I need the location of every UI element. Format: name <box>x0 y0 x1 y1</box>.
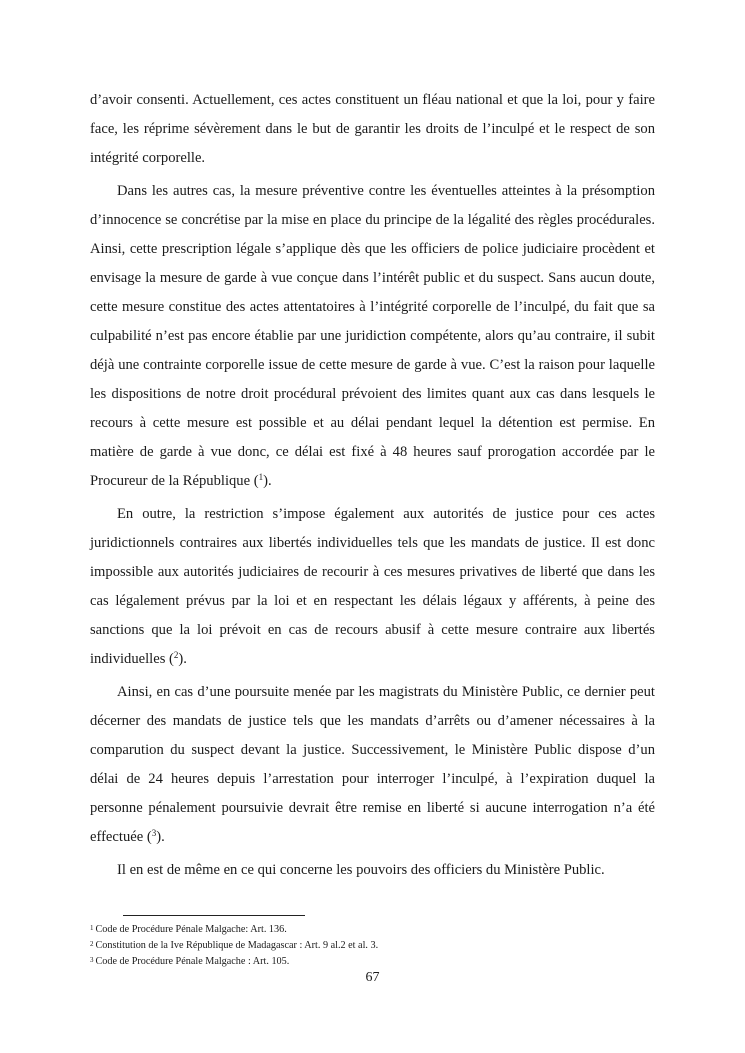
footnote-number: 1 <box>90 924 94 932</box>
paragraph-end: ). <box>263 473 272 489</box>
paragraph <box>90 177 655 496</box>
footnote-reference: 3 <box>151 828 157 838</box>
paragraph <box>90 500 655 674</box>
footnote-number: 2 <box>90 940 94 948</box>
footnote-reference: 1 <box>258 472 264 482</box>
footnote-text: Code de Procédure Pénale Malgache : Art. 105. <box>95 956 290 967</box>
paragraph-text: Ainsi, en cas d’une poursuite menée par les magistrats du Ministère Public, ce dernier peut décerner des mandats de justice tels que les mandats d’arrêts ou d’amener nécessaires à la comparution du suspect devant la justice. Successivement, le Ministère Public dispose d’un délai de 24 heures depuis l’arrestation pour interroger l’inculpé, à l’expiration duquel la personne pénalement poursuivie devrait être remise en liberté si aucune interrogation n’a été effectuée ( <box>90 684 655 845</box>
footnote-reference: 2 <box>173 650 179 660</box>
footnote-text: Code de Procédure Pénale Malgache: Art. 136. <box>95 924 287 935</box>
footnotes <box>90 921 655 969</box>
paragraph-end: ). <box>156 829 165 845</box>
paragraph <box>90 856 655 885</box>
footnote <box>90 921 655 937</box>
footnote-separator <box>123 915 305 916</box>
paragraph-text: Dans les autres cas, la mesure préventive contre les éventuelles atteintes à la présomption d’innocence se concrétise par la mise en place du principe de la légalité des règles procédurales. Ainsi, cette prescription légale s’applique dès que les officiers de police judiciaire procèdent et envisage la mesure de garde à vue conçue dans l’intérêt public et du suspect. Sans aucun doute, cette mesure constitue des actes attentatoires à l’intégrité corporelle de l’inculpé, du fait que sa culpabilité n’est pas encore établie par une juridiction compétente, alors qu’au contraire, il subit déjà une contrainte corporelle issue de cette mesure de garde à vue. C’est la raison pour laquelle les dispositions de notre droit procédural prévoient des limites quant aux cas dans lesquels le recours à cette mesure est possible et au délai pendant lequel la détention est permise. En matière de garde à vue donc, ce délai est fixé à 48 heures sauf prorogation accordée par le Procureur de la République ( <box>90 183 655 489</box>
body-text <box>90 86 655 889</box>
paragraph <box>90 86 655 173</box>
paragraph-end: ). <box>178 651 187 667</box>
footnote-text: Constitution de la Ive République de Madagascar : Art. 9 al.2 et al. 3. <box>95 940 379 951</box>
footnote-number: 3 <box>90 956 94 964</box>
paragraph-text: d’avoir consenti. Actuellement, ces actes constituent un fléau national et que la loi, pour y faire face, les réprime sévèrement dans le but de garantir les droits de l’inculpé et le respect de son intégrité corporelle. <box>90 92 655 166</box>
paragraph-text: Il en est de même en ce qui concerne les pouvoirs des officiers du Ministère Public. <box>117 862 605 878</box>
footnote <box>90 953 655 969</box>
footnote <box>90 937 655 953</box>
paragraph-text: En outre, la restriction s’impose également aux autorités de justice pour ces actes juridictionnels contraires aux libertés individuelles tels que les mandats de justice. Il est donc impossible aux autorités judiciaires de recourir à ces mesures privatives de liberté que dans les cas légalement prévus par la loi et en respectant les délais légaux y afférents, à peine des sanctions que la loi prévoit en cas de recours abusif à cette mesure contraire aux libertés individuelles ( <box>90 506 655 667</box>
page-number: 67 <box>365 970 380 985</box>
paragraph <box>90 678 655 852</box>
